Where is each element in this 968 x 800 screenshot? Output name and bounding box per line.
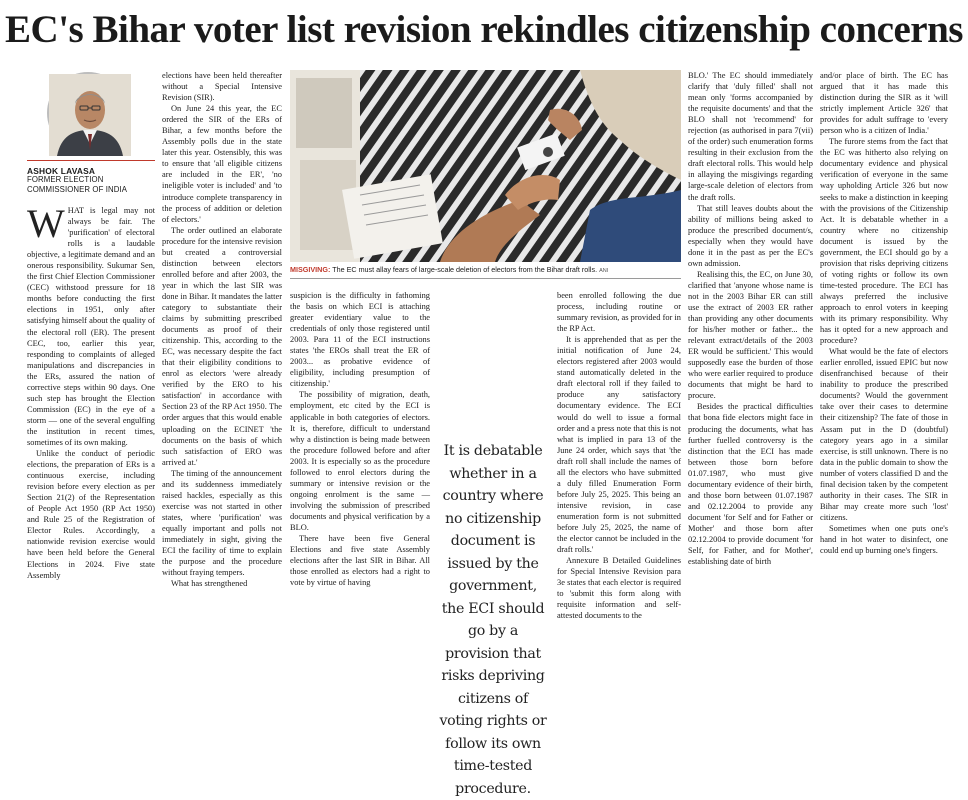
paragraph: Besides the practical difficulties that bona fide electors might face in producing the documents, what has further fuelled controversy is the distinction that the ECI has made between those born before 01.07.1987, who must give documentary evidence of their birth, and those born between 01.07.1987 and 02.12.2004 to provide any document 'for Self and for Father or Mother' and those born after 02.12.2004 to provide document 'for Self, for Father, and for Mother', establishing date of birth: [688, 402, 813, 567]
paragraph: It is apprehended that as per the initial notification of June 24, electors registered after 2003 would stand automatically deleted in the draft electoral roll if they failed to produce any satisfactory documentary evidence. The ECI would do well to issue a formal order and a press note that this is not what is implied in para 13 of the June 24 order, which says that 'the draft roll shall include the names of all the electors who have submitted a duly filled Enumeration Form before July 25, 2025. This being an intensive revision, in case enumeration form is not submitted before July 25, 2025, the name of the elector cannot be included in the draft rolls.': [557, 335, 681, 555]
paragraph: On June 24 this year, the EC ordered the SIR of the ERs of Bihar, a few months before the Assembly polls due in the state later this year. Ostensibly, this was to ensure that 'all eligible citizens are included in the ER', 'no ineligible voter is included' and 'to introduce complete transparency in the process of addition or deletion of electors.': [162, 104, 282, 224]
article-column-3: [290, 290, 430, 691]
photo-caption: [290, 265, 681, 276]
caption-text: The EC must allay fears of large-scale deletion of electors from the Bihar draft rolls.: [330, 265, 598, 274]
paragraph: and/or place of birth. The EC has argued that it has made this distinction during the SIR as it 'will strictly implement Article 326' that provides for adult suffrage to 'every person who is a citizen of India.': [820, 71, 948, 136]
paragraph: elections have been held thereafter without a Special Intensive Revision (SIR).: [162, 71, 282, 103]
pull-quote: It is debatable whether in a country where no citizenship document is issued by the government, the ECI should go by a provision that risks depriving citizens of voting rights or follow its own time-tested procedure.: [439, 443, 547, 797]
article-column-5: [688, 70, 813, 691]
paragraph: What has strengthened: [171, 579, 248, 589]
paragraph: The furore stems from the fact that the EC was hitherto also relying on documentary evidence and physical verification of everyone in the same way upholding Article 326 but now seeks to make a distinction in keeping with the provisions of the Citizenship Act. It is debatable whether in a country where no citizenship document is issued by the government, the ECI should go by a provision that risks depriving citizens of voting rights or follow its own time-tested procedure. The ECI has always preferred the inclusive approach to enrol voters in keeping with its primary responsibility. Why has it opted for a new approach and procedure?: [820, 137, 948, 346]
photo-credit: ANI: [599, 268, 609, 274]
article-column-4: [557, 290, 681, 691]
article-photo: [290, 70, 681, 262]
paragraph: BLO.' The EC should immediately clarify that 'duly filled' shall not mean only 'forms accompanied by the requisite documents' and that the BLO shall not 'recommend' for rejection (as authorised in para 7(vii) of the order) such enumeration forms resulting in their exclusion from the draft electoral rolls. This would help in allaying the misgivings regarding large-scale deletion of electors from the draft rolls.: [688, 71, 813, 202]
paragraph: WHAT is legal may not always be fair. The 'purification' of electoral rolls is a laudable objective, a legitimate demand and an onerous responsibility. Sukumar Sen, the first Chief Election Commissioner (CEC) withstood pressure for 18 months before conducting the first elections in 1951, only after satisfying himself about the quality of the electoral roll (ER). The present CEC, too, earlier this year, responding to complaints of alleged manipulations and discrepancies in the ERs, assured the nation of corrective steps within 90 days. One such step has brought the Election Commission (EC) in the eye of a storm — one of the several engulfing the institution in recent times, sometimes of its own making.: [27, 201, 155, 447]
author-photo: [47, 72, 129, 154]
voter-list-photo-image: [290, 70, 681, 262]
paragraph: Unlike the conduct of periodic elections, the preparation of ERs is a continuous exercise, including revision before every election as per Section 21(2) of the Representation of People Act 1950 (RP Act 1950) and Rule 25 of the Registration of Elector Rules. Accordingly, a nationwide revision exercise would have been held before the General Elections in 2024. Five state Assembly: [27, 449, 155, 580]
paragraph: The timing of the announcement and its suddenness immediately raised hackles, especially as this exercise was not started in other states, where 'purification' was equally important and polls not immediately in sight, giving the ECI the facility of time to explain the purpose and the procedure without fraying tempers.: [162, 468, 282, 578]
paragraph: The order outlined an elaborate procedure for the intensive revision but created a controversial distinction between electors enrolled before and after 2003, the year in which the last SIR was done in Bihar. It mandates the latter category to substantiate their claims by submitting prescribed documents as proof of their citizenship. This, according to the EC, was necessary despite the fact that their eligibility conditions to enrol as electors 'were already verified by the ERO to his satisfaction' in accordance with Section 23 of the RP Act 1950. The order argues that this would enable uploading on the ECINET 'the documents on the basis of which such satisfaction of ERO was arrived at.': [162, 225, 282, 467]
headline: EC's Bihar voter list revision rekindles citizenship concerns: [5, 8, 963, 51]
paragraph: That still leaves doubts about the ability of millions being asked to produce the prescribed document/s, especially when they would have done it in the past as per the EC's own admission.: [688, 203, 813, 268]
caption-divider: [290, 278, 681, 279]
author-block: [27, 70, 155, 200]
author-portrait-image: [49, 74, 131, 156]
caption-label: MISGIVING:: [290, 265, 331, 274]
article-column-1: [27, 201, 155, 691]
author-title: FORMER ELECTION COMMISSIONER OF INDIA: [27, 175, 127, 194]
paragraph: been enrolled following the due process, including routine or summary revision, as provided for in the RP Act.: [557, 291, 681, 334]
paragraph: The possibility of migration, death, employment, etc cited by the ECI is applicable in both categories of electors. It is, therefore, difficult to understand why a distinction is being made between the procedure followed before and after 2003. It is especially so as the procedure followed to enrol electors during the summary or intensive revision or the ongoing enrolment is the same — involving the submission of prescribed documents and physical verification by a BLO.: [290, 390, 430, 532]
article-column-6: [820, 70, 948, 691]
author-name: ASHOK LAVASA: [27, 160, 155, 176]
paragraph: What would be the fate of electors earlier enrolled, issued EPIC but now disenfranchised because of their inability to produce the prescribed documents? Would the government take over their cases to determine their citizenship? The fate of those in Assam put in the D (doubtful) category years ago in a similar exercise, is still unknown. There is no data in the public domain to show the number of voters classified D and the final decision taken by the competent authority in their cases. The SIR in Bihar may create more such 'lost' citizens.: [820, 347, 948, 522]
paragraph: Realising this, the EC, on June 30, clarified that 'anyone whose name is not in the 2003 Bihar ER can still use the extract of 2003 ER rather than providing any other documents for his/her mother or father... the relevant extract/details of the 2003 ER would be sufficient.' This would supposedly ease the burden of those who were earlier required to produce documents that might be hard to procure.: [688, 269, 813, 401]
paragraph: There have been five General Elections and five state Assembly elections after the last SIR in Bihar. All those enrolled as electors had a right to vote by virtue of having: [290, 534, 430, 588]
paragraph: Annexure B Detailed Guidelines for Special Intensive Revision para 3e states that each elector is required to 'submit this form along with requisite information and self-attested documents to the: [557, 556, 681, 621]
paragraph: Sometimes when one puts one's hand in hot water to disinfect, one could end up burning one's fingers.: [820, 523, 948, 556]
article-column-2: [162, 70, 282, 691]
paragraph: suspicion is the difficulty in fathoming the basis on which ECI is attaching greater evidentiary value to the credentials of only those registered until 2003. Para 11 of the ECI instructions states 'the EROs shall treat the ER of 2003... as probative evidence of eligibility, including presumption of citizenship.': [290, 291, 430, 389]
